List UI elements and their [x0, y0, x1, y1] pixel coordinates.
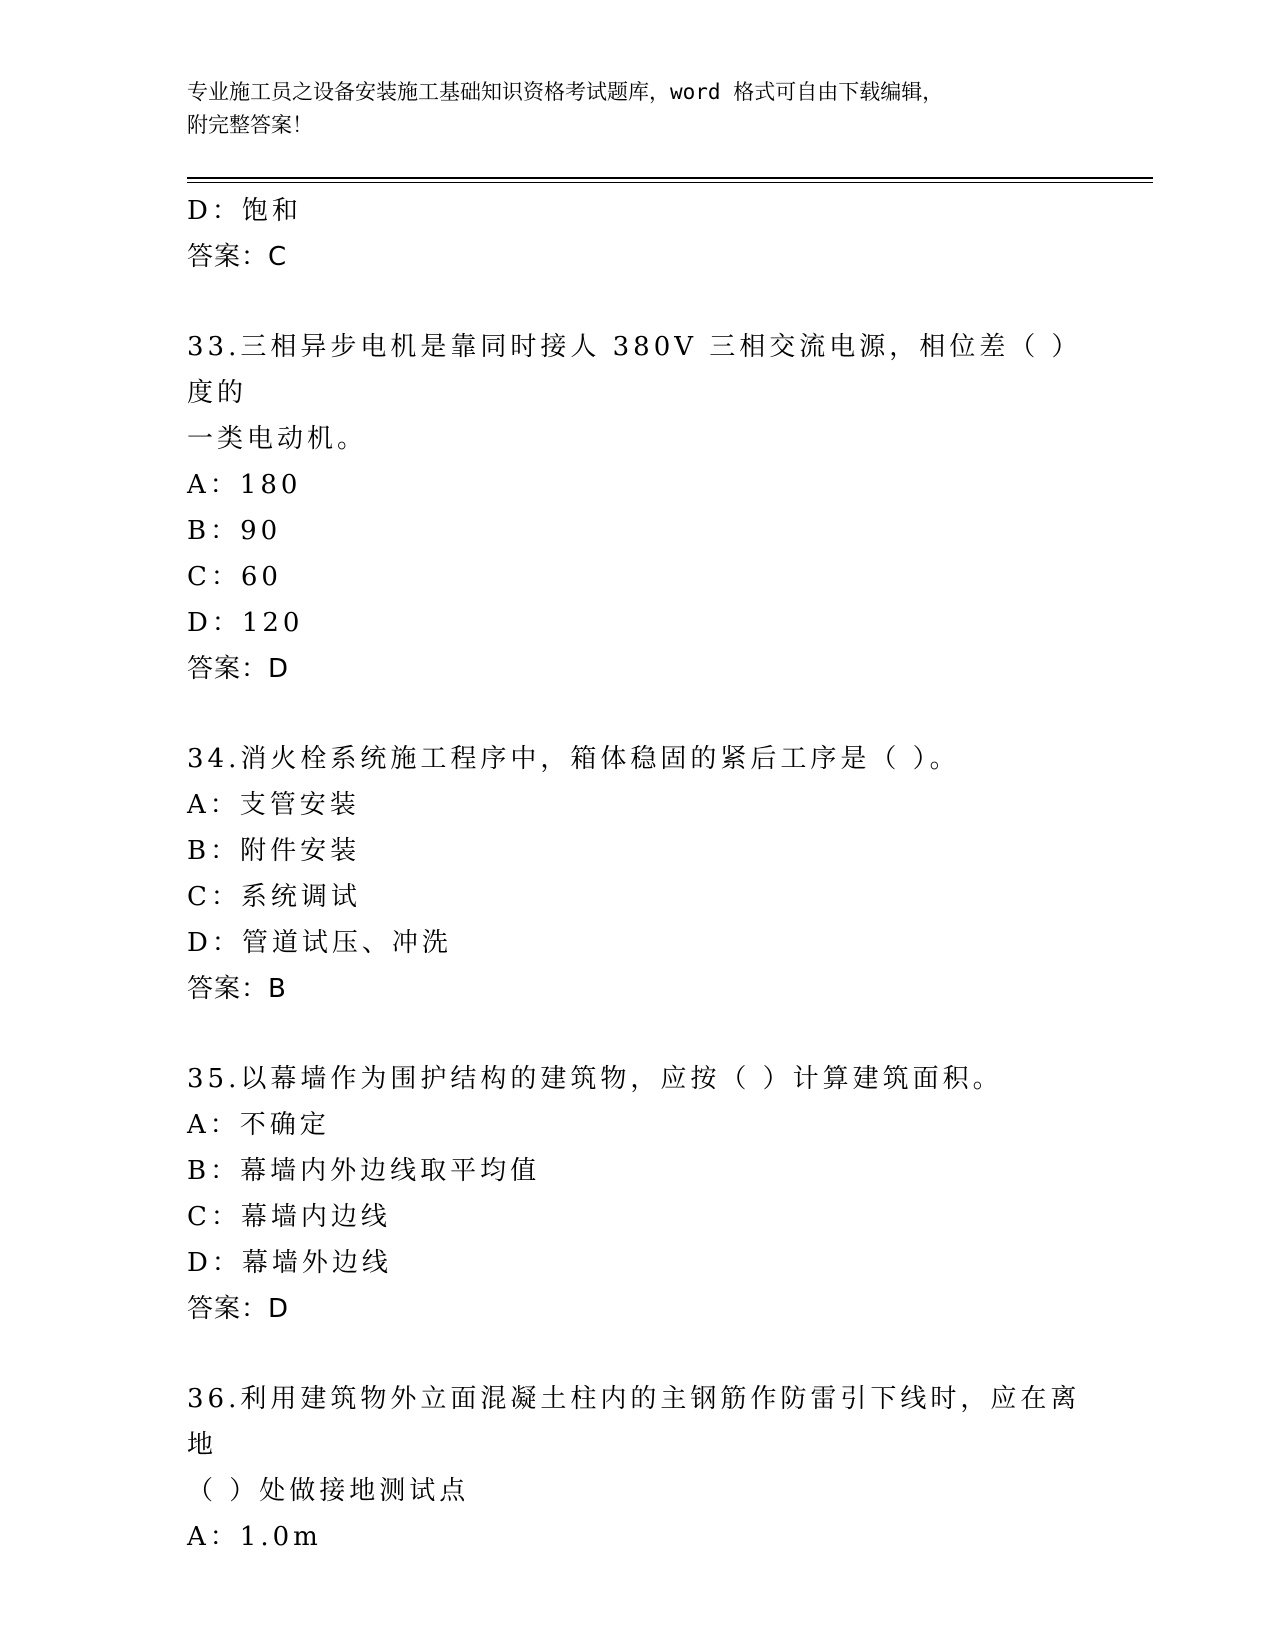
option-b: B：幕墙内外边线取平均值 — [187, 1156, 541, 1186]
option-c: C：幕墙内边线 — [187, 1202, 391, 1232]
option-a: A：1.0m — [187, 1522, 322, 1552]
question-text-line-1: 34.消火栓系统施工程序中，箱体稳固的紧后工序是（ ）。 — [187, 744, 960, 774]
option-d: D：饱和 — [187, 196, 302, 226]
question-text-line-1: 33.三相异步电机是靠同时接人 380V 三相交流电源，相位差（ ）度的 — [187, 332, 1082, 408]
header-divider-thin — [187, 182, 1153, 183]
option-b: B：附件安装 — [187, 836, 361, 866]
question-text-line-2: 一类电动机。 — [187, 424, 368, 454]
header-line-2: 附完整答案！ — [187, 113, 313, 137]
previous-question-tail — [187, 188, 1087, 280]
question-text-line-2: （ ）处做接地测试点 — [187, 1476, 470, 1506]
option-d: D：管道试压、冲洗 — [187, 928, 452, 958]
answer: 答案：D — [187, 1294, 290, 1324]
answer: 答案：C — [187, 242, 288, 272]
question-35 — [187, 1056, 1087, 1332]
answer: 答案：B — [187, 974, 287, 1004]
question-text-line-1: 36.利用建筑物外立面混凝土柱内的主钢筋作防雷引下线时，应在离地 — [187, 1384, 1081, 1460]
question-33 — [187, 324, 1087, 692]
option-d: D：120 — [187, 608, 304, 638]
option-a: A：不确定 — [187, 1110, 330, 1140]
option-a: A：支管安装 — [187, 790, 360, 820]
question-text-line-1: 35.以幕墙作为围护结构的建筑物，应按（ ）计算建筑面积。 — [187, 1064, 1003, 1094]
option-b: B：90 — [187, 516, 282, 546]
header-divider-thick — [187, 177, 1153, 179]
option-d: D：幕墙外边线 — [187, 1248, 392, 1278]
document-header — [187, 76, 1147, 142]
answer: 答案：D — [187, 654, 290, 684]
option-c: C：系统调试 — [187, 882, 361, 912]
option-a: A：180 — [187, 470, 302, 500]
question-36 — [187, 1376, 1087, 1560]
question-34 — [187, 736, 1087, 1012]
option-c: C：60 — [187, 562, 282, 592]
header-line-1: 专业施工员之设备安装施工基础知识资格考试题库，word 格式可自由下载编辑， — [187, 80, 944, 104]
question-list — [187, 188, 1087, 1560]
